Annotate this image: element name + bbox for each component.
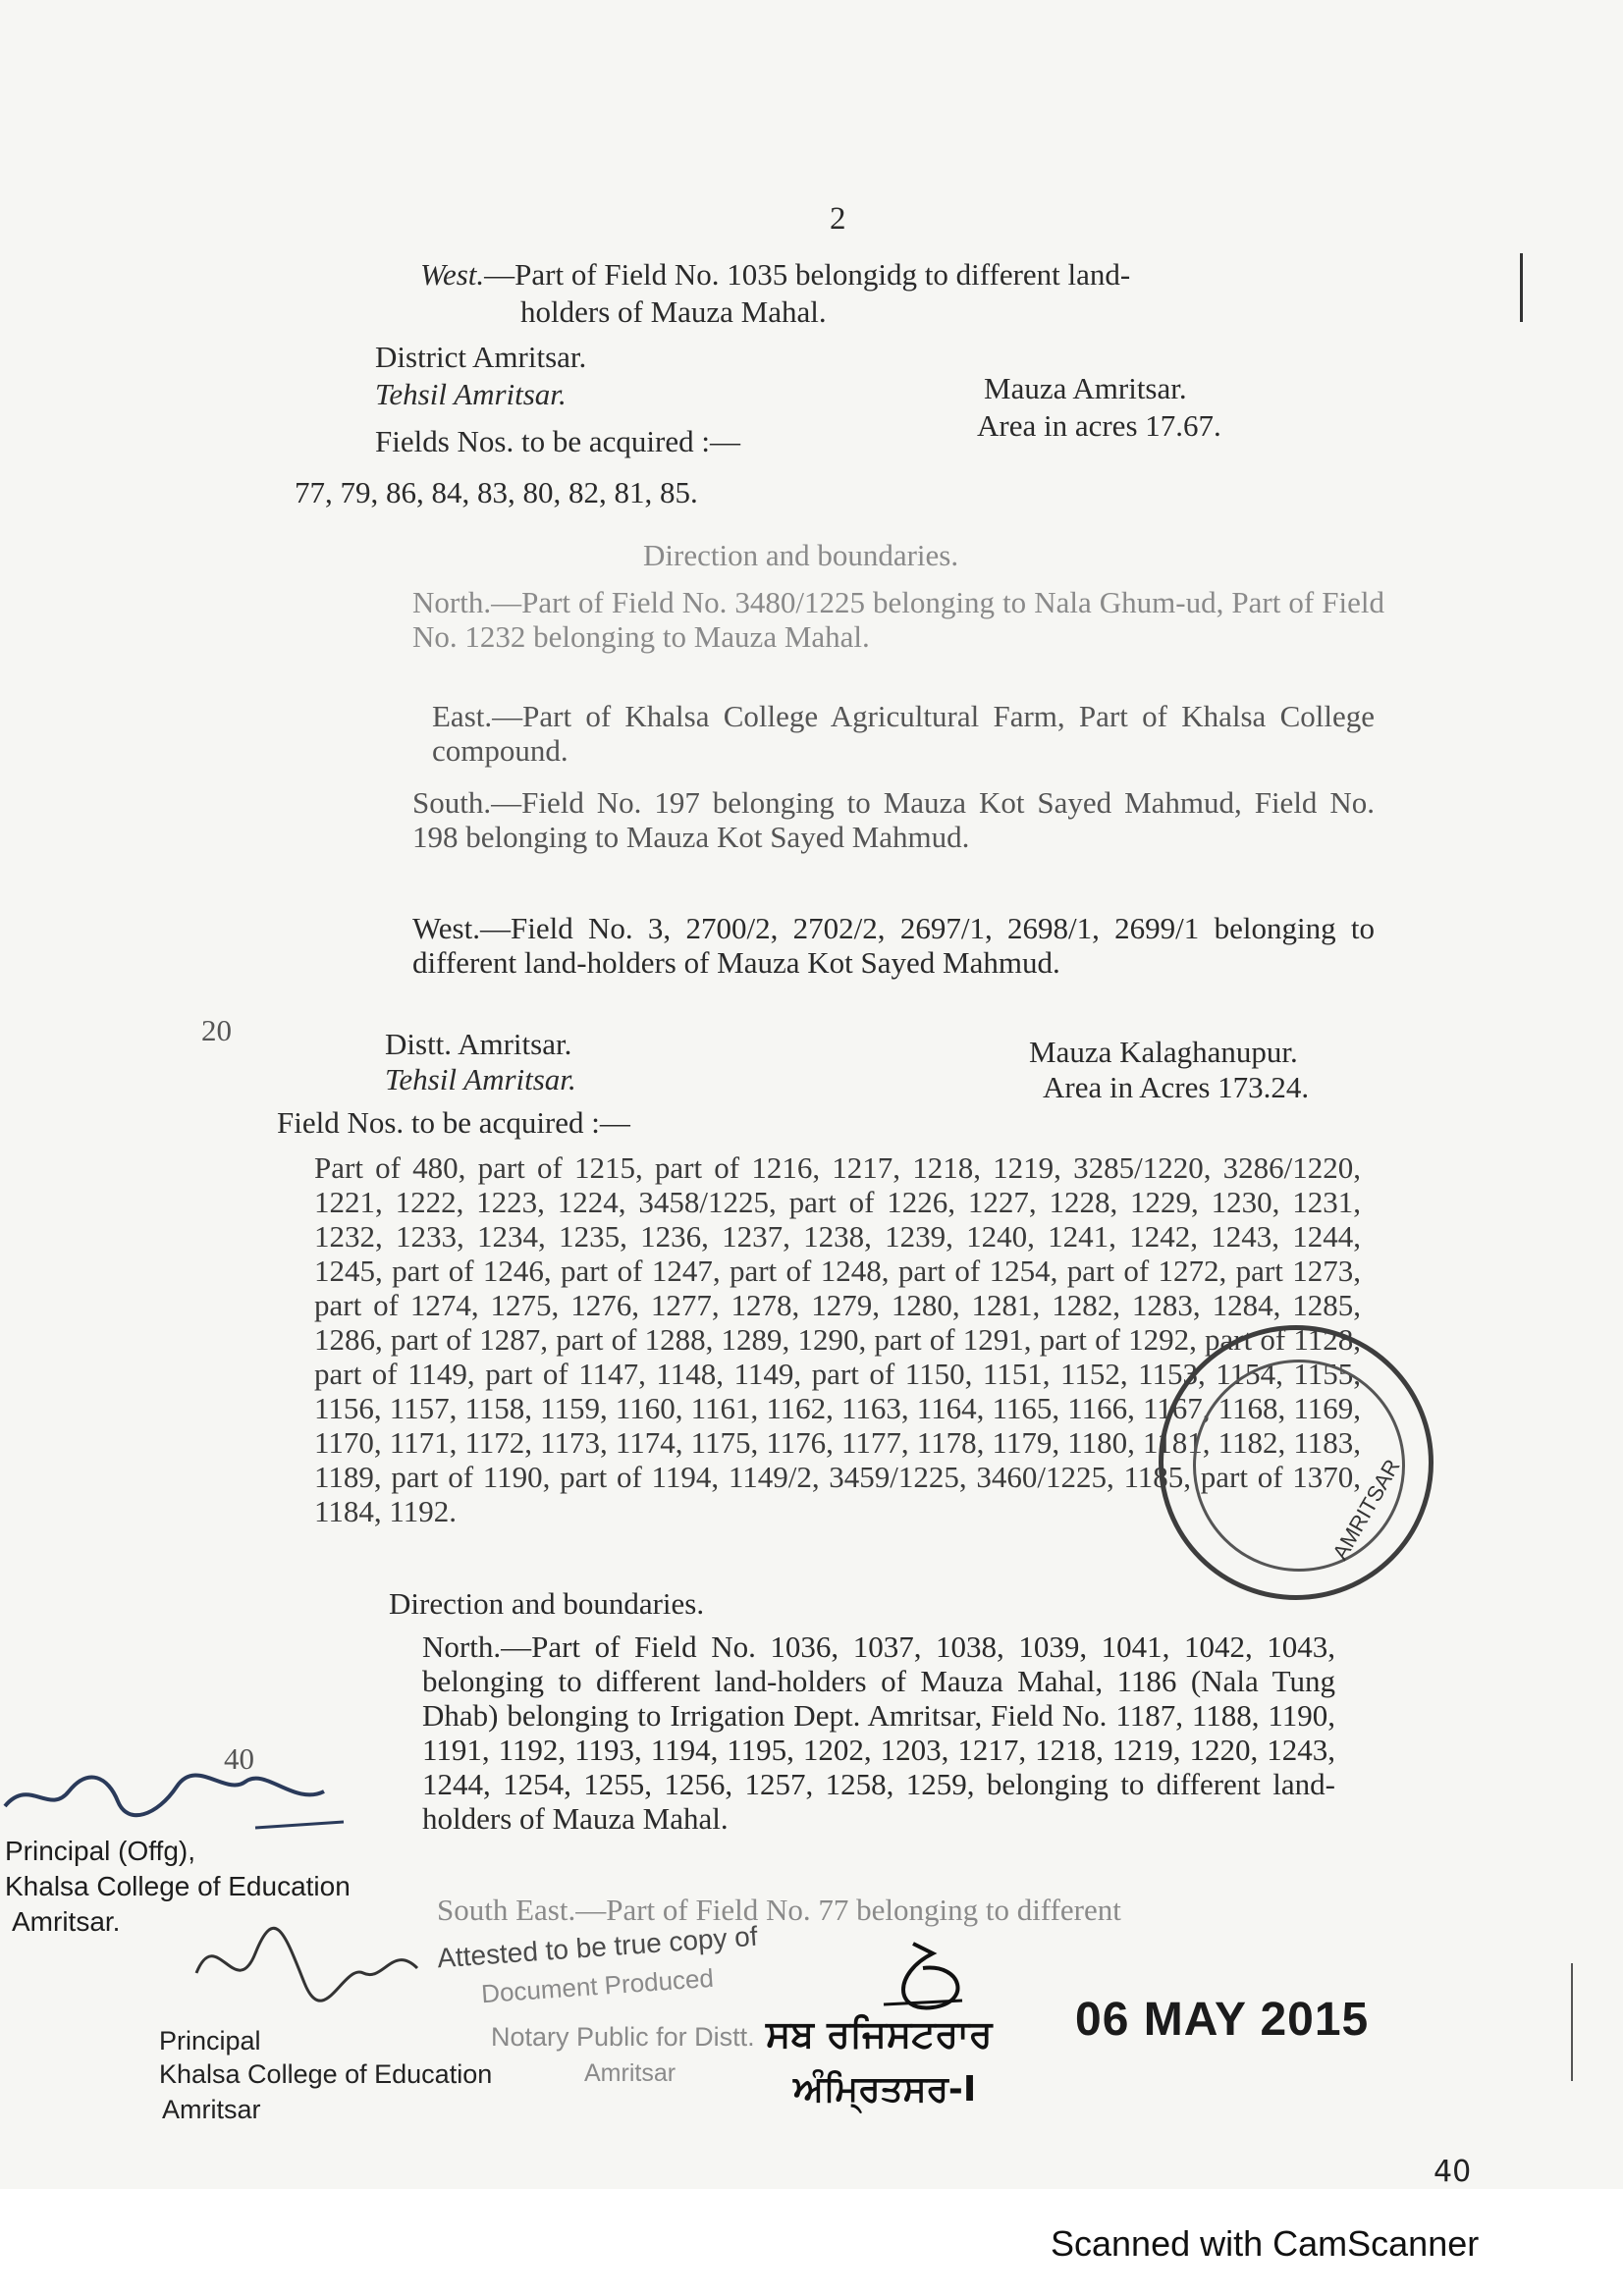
block1-north: North.—Part of Field No. 3480/1225 belonging to Nala Ghum-ud, Part of Field No. 1232 belonging to Mauza Mahal. [412,585,1384,654]
signature-2-icon [177,1914,432,2022]
west-continuation-line2: holders of Mauza Mahal. [520,294,827,329]
signature-1-icon [0,1757,353,1836]
corner-mark: 40 [1434,2155,1472,2189]
margin-number-2: 40 [224,1741,254,1776]
block2-mauza: Mauza Kalaghanupur. [1029,1035,1298,1069]
west-continuation-line1 [420,257,1402,293]
block2-tehsil: Tehsil Amritsar. [385,1062,576,1096]
block1-fields-list: 77, 79, 86, 84, 83, 80, 82, 81, 85. [295,475,698,509]
block1-district: District Amritsar. [375,340,587,374]
block1-area: Area in acres 17.67. [977,408,1221,443]
margin-mark-right-lower [1571,1963,1573,2081]
margin-mark-right [1520,253,1523,322]
block1-mauza: Mauza Amritsar. [984,371,1187,405]
signature1-line3: Amritsar. [12,1906,121,1937]
block1-fields-heading: Fields Nos. to be acquired :— [375,424,740,458]
block1-east: East.—Part of Khalsa College Agricultural Farm, Part of Khalsa College compound. [432,699,1375,768]
block1-directions-heading: Direction and boundaries. [643,538,959,572]
official-seal-icon [1159,1325,1434,1600]
signature2-line2: Khalsa College of Education [159,2059,493,2089]
date-stamp: 06 MAY 2015 [1075,1994,1370,2046]
block2-directions-heading: Direction and boundaries. [389,1586,705,1621]
block1-tehsil: Tehsil Amritsar. [375,377,567,411]
block2-south-east: South East.—Part of Field No. 77 belonging to different [437,1893,1121,1927]
block2-north: North.—Part of Field No. 1036, 1037, 1038, 1039, 1041, 1042, 1043, belonging to different land-holders of Mauza Mahal, 1186 (Nala Tung Dhab) belonging to Irrigation Dept. Amritsar, Field No. 1187, 1188, 1190, 1191, 1192, 1193, 1194, 1195, 1202, 1203, 1217, 1218, 1219, 1220, 1243, 1244, 1254, 1255, 1256, 1257, 1258, 1259, belonging to different land-holders of Mauza Mahal. [422,1629,1335,1836]
signature2-line3: Amritsar [162,2095,261,2124]
west-line1-text: —Part of Field No. 1035 belongidg to different land- [484,257,1131,292]
west-label: West. [420,257,485,292]
notary-line2: Amritsar [584,2059,676,2087]
margin-number-1: 20 [201,1013,232,1047]
seal-text: AMRITSAR [1327,1455,1405,1565]
block2-area: Area in Acres 173.24. [1043,1070,1310,1104]
attest-line2: Document Produced [480,1962,715,2009]
attest-line1: Attested to be true copy of [436,1920,759,1974]
punjabi-stamp-line1: ਸਬ ਰਜਿਸਟਰਾਰ [766,2012,993,2056]
scanner-footer: Scanned with CamScanner [1051,2223,1480,2264]
signature1-line1: Principal (Offg), [5,1836,195,1866]
block2-fields-heading: Field Nos. to be acquired :— [277,1105,630,1140]
notary-line1: Notary Public for Distt. [491,2022,755,2052]
signature1-line2: Khalsa College of Education [5,1871,351,1901]
signature2-line1: Principal [159,2026,261,2056]
block2-district: Distt. Amritsar. [385,1027,572,1061]
block1-west: West.—Field No. 3, 2700/2, 2702/2, 2697/1, 2698/1, 2699/1 belonging to different land-holders of Mauza Kot Sayed Mahmud. [412,911,1375,980]
block1-south: South.—Field No. 197 belonging to Mauza Kot Sayed Mahmud, Field No. 198 belonging to Mauza Kot Sayed Mahmud. [412,785,1375,854]
seal-inner-ring [1193,1360,1405,1572]
block2-fields-list: Part of 480, part of 1215, part of 1216, 1217, 1218, 1219, 3285/1220, 3286/1220, 1221, 1222, 1223, 1224, 3458/1225, part of 1226, 1227, 1228, 1229, 1230, 1231, 1232, 1233, 1234, 1235, 1236, 1237, 1238, 1239, 1240, 1241, 1242, 1243, 1244, 1245, part of 1246, part of 1247, part of 1248, part of 1254, part of 1272, part 1273, part of 1274, 1275, 1276, 1277, 1278, 1279, 1280, 1281, 1282, 1283, 1284, 1285, 1286, part of 1287, part of 1288, 1289, 1290, part of 1291, part of 1292, part of 1128, part of 1149, part of 1147, 1148, 1149, part of 1150, 1151, 1152, 1153, 1154, 1155, 1156, 1157, 1158, 1159, 1160, 1161, 1162, 1163, 1164, 1165, 1166, 1167, 1168, 1169, 1170, 1171, 1172, 1173, 1174, 1175, 1176, 1177, 1178, 1179, 1180, 1181, 1182, 1183, 1189, part of 1190, part of 1194, 1149/2, 3459/1225, 3460/1225, 1185, part of 1370, 1184, 1192. [314,1150,1361,1528]
punjabi-stamp-line2: ਅੰਮ੍ਰਿਤਸਰ-I [793,2069,977,2109]
page-number: 2 [830,201,846,237]
